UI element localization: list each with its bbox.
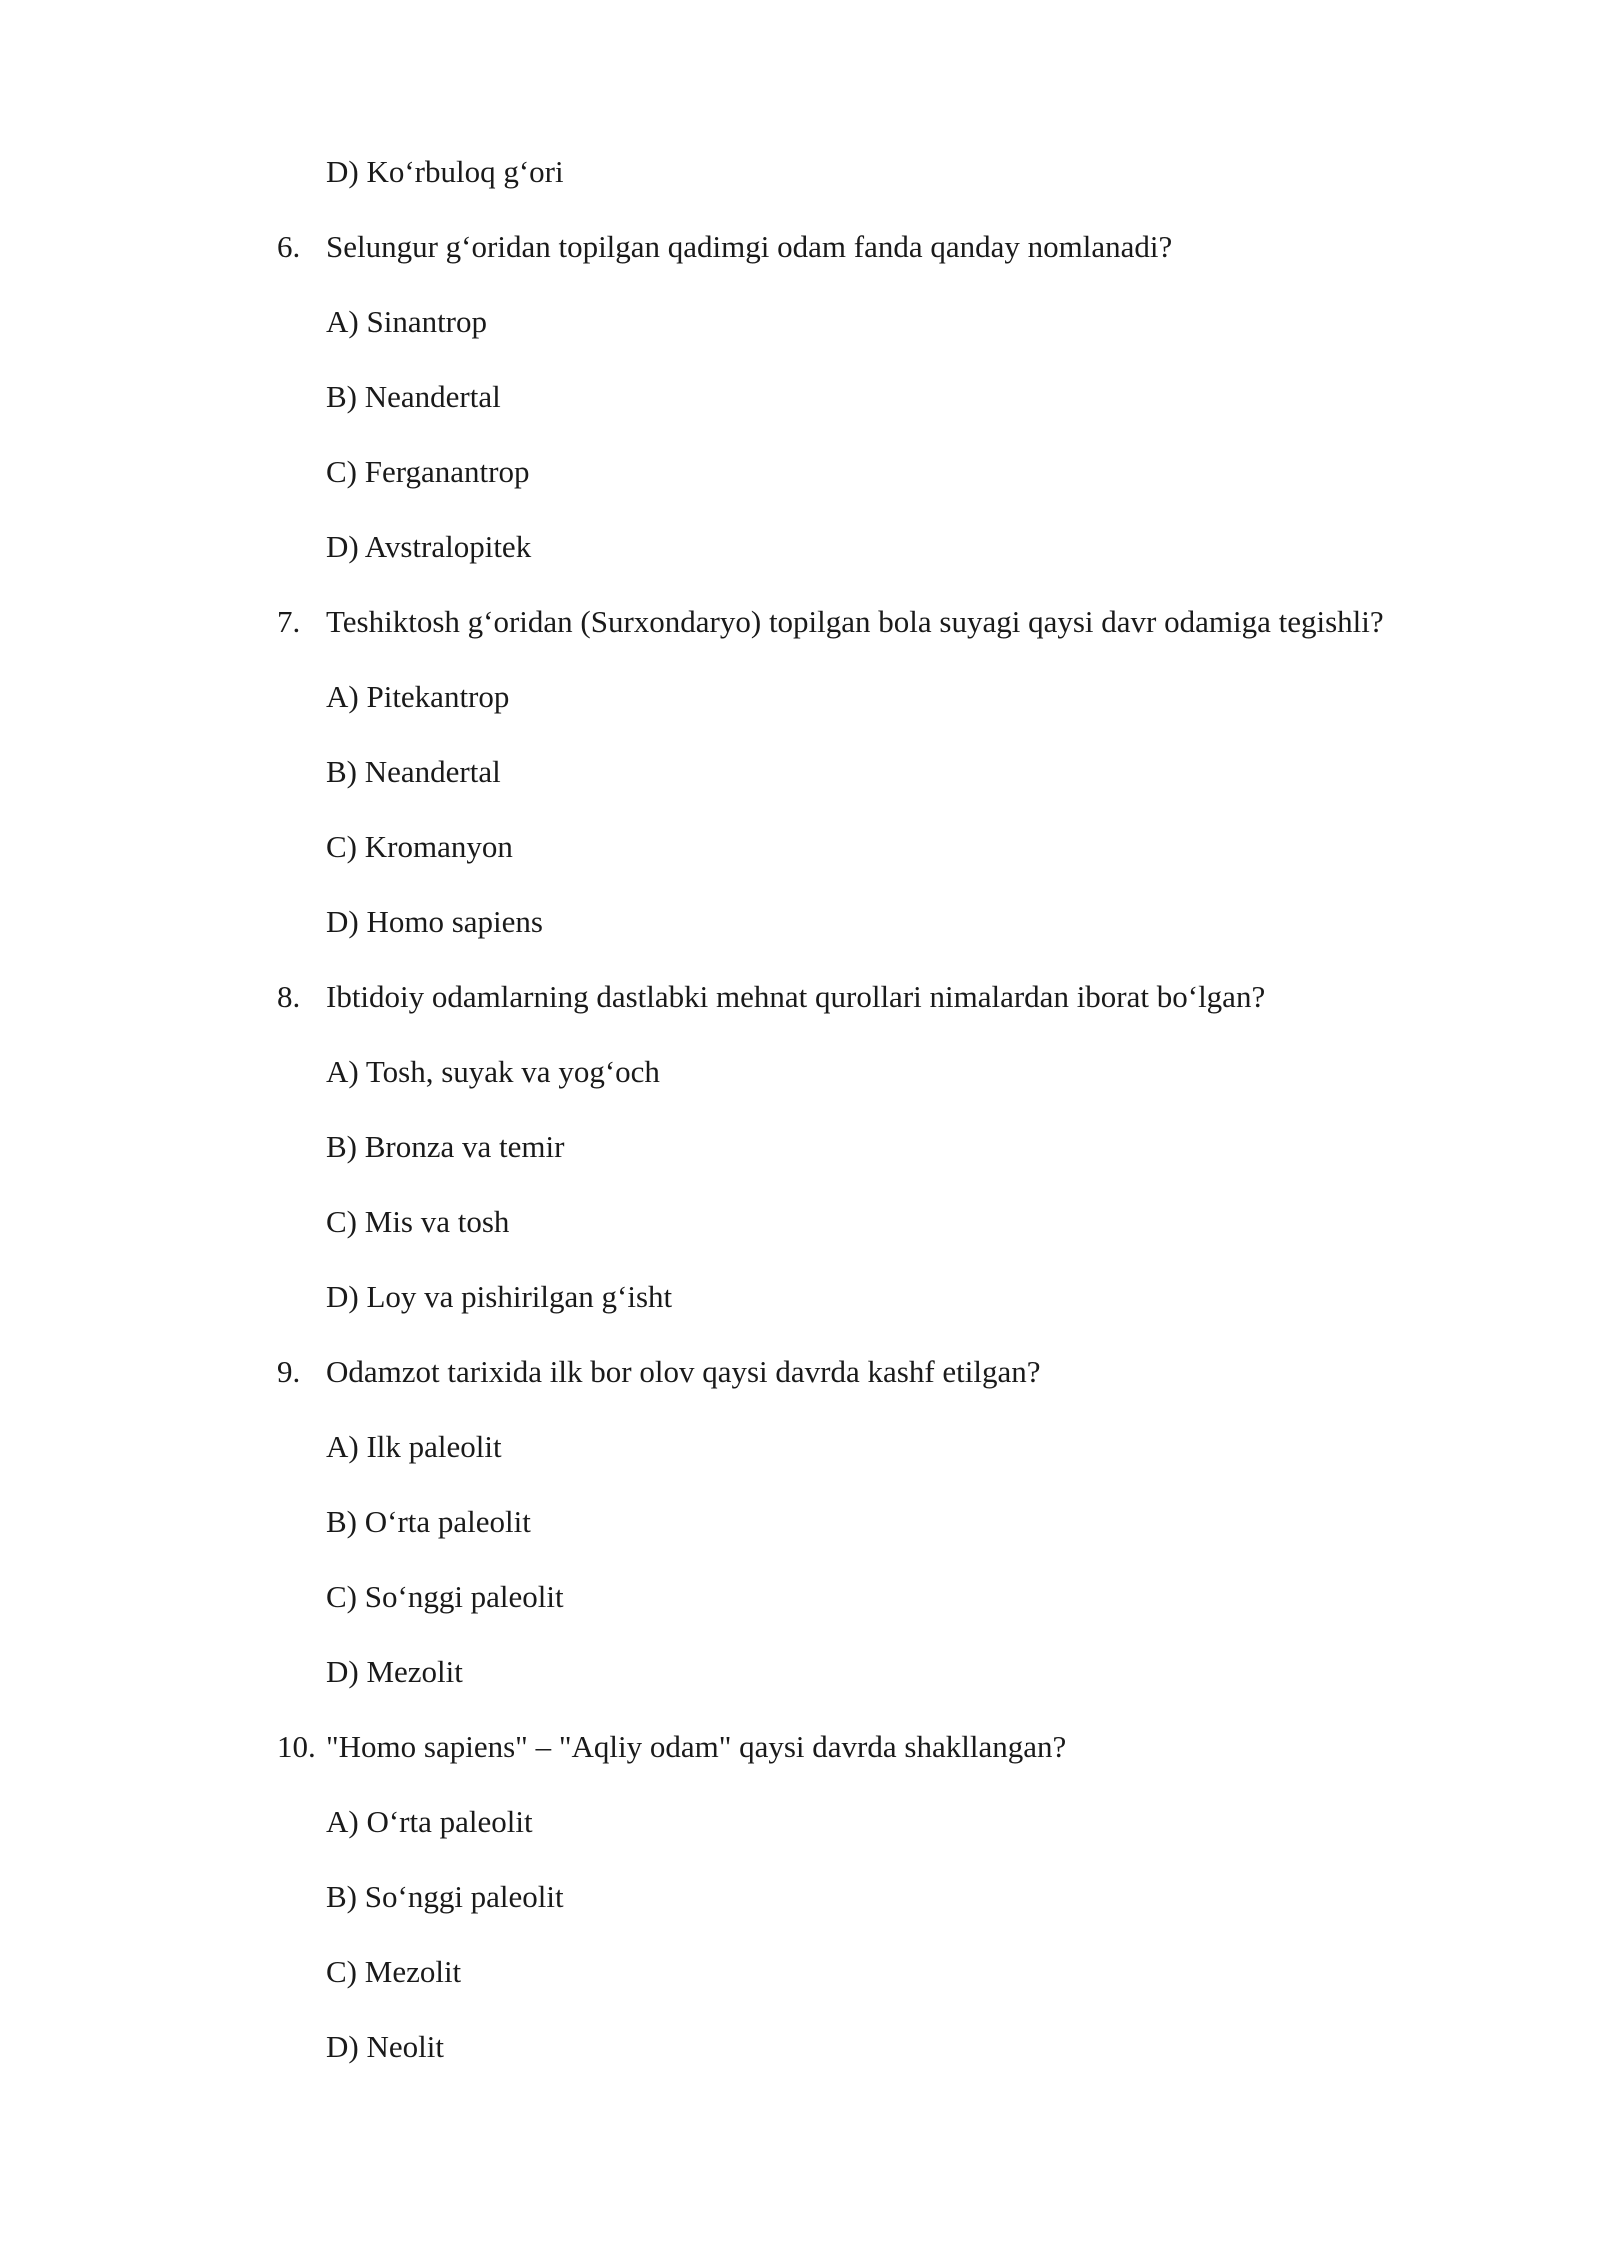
- answer-option: A) Pitekantrop: [326, 679, 510, 714]
- answer-option: D) Mezolit: [326, 1654, 463, 1689]
- answer-option: B) Bronza va temir: [326, 1129, 565, 1164]
- answer-option: B) Neandertal: [326, 754, 501, 789]
- answer-option: C) Ferganantrop: [326, 454, 530, 489]
- question-10: [0, 1727, 1600, 1767]
- question-text: "Homo sapiens" – "Aqliy odam" qaysi davrda shakllangan?: [326, 1729, 1067, 1764]
- answer-option: C) Mis va tosh: [326, 1204, 510, 1239]
- answer-option: A) Tosh, suyak va yog‘och: [326, 1054, 660, 1089]
- answer-option: D) Ko‘rbuloq g‘ori: [326, 154, 564, 189]
- answer-option: A) Sinantrop: [326, 304, 488, 339]
- question-7: [0, 602, 1600, 642]
- question-6: [0, 227, 1600, 267]
- answer-option: C) Kromanyon: [326, 829, 513, 864]
- question-9: [0, 1352, 1600, 1392]
- answer-option: B) Neandertal: [326, 379, 501, 414]
- question-text: Selungur g‘oridan topilgan qadimgi odam fanda qanday nomlanadi?: [326, 229, 1173, 264]
- question-number: 10.: [277, 1729, 316, 1764]
- answer-option: D) Avstralopitek: [326, 529, 532, 564]
- answer-option: D) Loy va pishirilgan g‘isht: [326, 1279, 673, 1314]
- question-number: 7.: [277, 604, 301, 639]
- question-text: Odamzot tarixida ilk bor olov qaysi davrda kashf etilgan?: [326, 1354, 1041, 1389]
- question-number: 6.: [277, 229, 301, 264]
- answer-option: C) So‘nggi paleolit: [326, 1579, 564, 1614]
- question-text: Teshiktosh g‘oridan (Surxondaryo) topilgan bola suyagi qaysi davr odamiga tegishli?: [326, 604, 1384, 639]
- answer-option: A) O‘rta paleolit: [326, 1804, 533, 1839]
- question-number: 9.: [277, 1354, 301, 1389]
- answer-option: B) So‘nggi paleolit: [326, 1879, 564, 1914]
- question-8: [0, 977, 1600, 1017]
- answer-option: D) Neolit: [326, 2029, 444, 2064]
- question-text: Ibtidoiy odamlarning dastlabki mehnat qurollari nimalardan iborat bo‘lgan?: [326, 979, 1266, 1014]
- answer-option: A) Ilk paleolit: [326, 1429, 502, 1464]
- question-number: 8.: [277, 979, 301, 1014]
- answer-option: D) Homo sapiens: [326, 904, 543, 939]
- answer-option: B) O‘rta paleolit: [326, 1504, 531, 1539]
- answer-option: C) Mezolit: [326, 1954, 462, 1989]
